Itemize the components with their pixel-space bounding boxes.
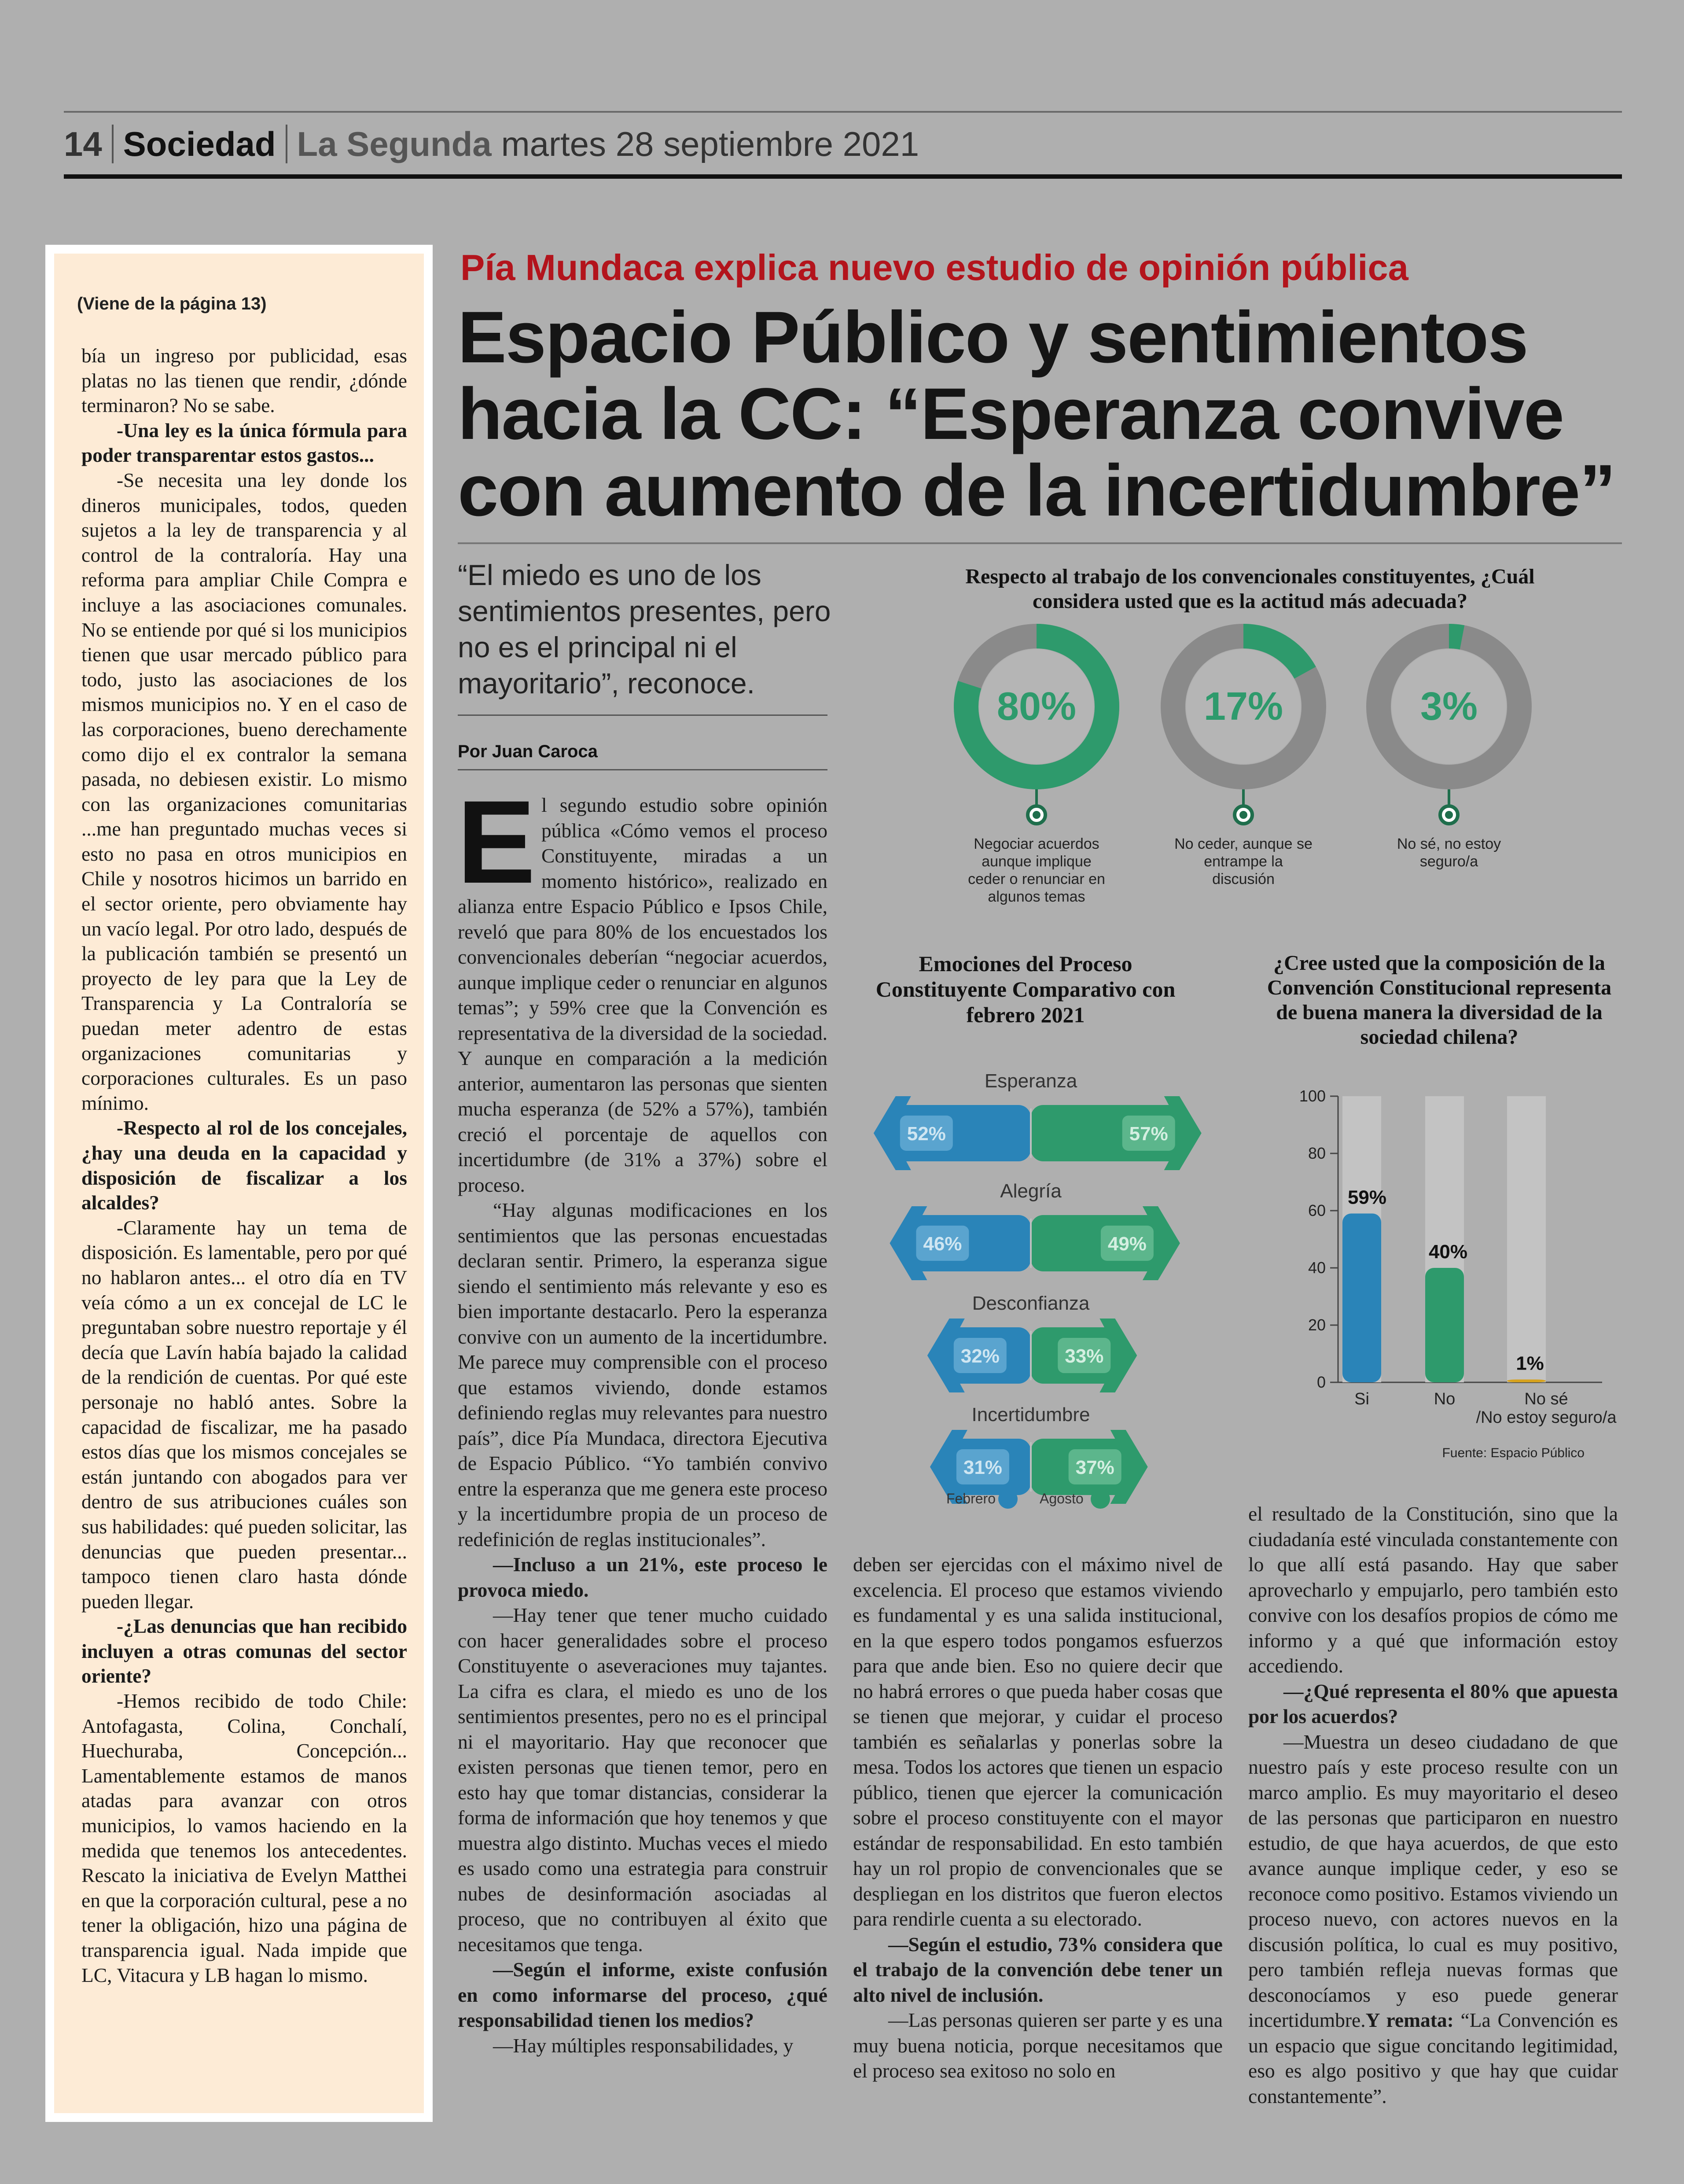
chart-source: Fuente: Espacio Público — [1442, 1446, 1585, 1460]
y-tick-label: 40 — [1308, 1259, 1326, 1277]
paragraph-text: -Se necesita una ley donde los dineros municipales, todos, queden sujetos a la ley de transparencia y al control de la contraloría. Hay una reforma para ampliar Chile Compra e incluye a las asociaciones comunales. No se entiende por qué si los municipios tienen que usar mercado público para todo, justo las asociaciones de los mismos municipios no. Y en el caso de las corporaciones, bueno derechamente como dijo el ex contralor la semana pasada, no debiesen existir. Lo mismo con las organizaciones comunitarias ...me han preguntado muchas veces si esto no pasa en otros municipios en Chile y nosotros hicimos un barrido en el sector oriente, pero obviamente hay un vacío legal. Por otro lado, después de la publicación también se presentó un proyecto de ley para que la Ley de Transparencia y La Contraloría se puedan meter adentro de estas organizaciones comunitarias y corporaciones culturales. Es un paso mínimo. — [81, 468, 407, 1114]
article-paragraph — [458, 2033, 827, 2059]
byline-rule — [458, 769, 827, 770]
donut-caption-line: seguro/a — [1419, 853, 1478, 870]
emotion-febrero-value: 52% — [907, 1123, 946, 1145]
paragraph-text: -Una ley es la única fórmula para poder transparentar estos gastos... — [81, 419, 407, 467]
continued-from-label: (Viene de la página 13) — [77, 294, 267, 313]
paragraph-text: -¿Las denuncias que han recibido incluyen a otras comunas del sector oriente? — [81, 1615, 407, 1687]
header-separator — [286, 125, 287, 163]
deck-rule — [458, 714, 827, 716]
headline: Espacio Público y sentimientos hacia la CC: “Esperanza convive con aumento de la incertidumbre” — [458, 297, 1615, 531]
interview-question — [853, 1932, 1223, 2008]
paragraph-text: bía un ingreso por publicidad, esas platas no las tienen que rendir, ¿dónde terminaron? No se sabe. — [81, 344, 407, 417]
y-tick-label: 80 — [1308, 1144, 1326, 1162]
paragraph-text: —Según el estudio, 73% considera que el trabajo de la convención debe tener un alto nivel de inclusión. — [853, 1933, 1223, 2006]
paragraph-text: —Según el informe, existe confusión en como informarse del proceso, ¿qué responsabilidad tienen los medios? — [458, 1958, 827, 2031]
article-paragraph — [853, 2007, 1223, 2084]
donut-caption-line: entrampe la — [1204, 853, 1283, 870]
paragraph-text: —Las personas quieren ser parte y es una muy buena noticia, porque necesitamos que el proceso sea exitoso no solo en — [853, 2009, 1223, 2082]
paragraph-text: —Hay tener que tener mucho cuidado con hacer generalidades sobre el proceso Constituyente o aseveraciones muy tajantes. La cifra es clara, el miedo es uno de los sentimientos presentes, pero no es el principal ni el mayoritario. Hay que reconocer que existen personas que tienen temor, pero en esto hay que tomar distancias, considerar la forma de información que hoy tenemos y que muestra algo distinto. Muchas veces el miedo es usado como una estrategia para construir nubes de desinformación asociadas al proceso, que no contribuyen al éxito que necesitamos que tenga. — [458, 1604, 827, 1956]
byline: Por Juan Caroca — [458, 742, 598, 761]
page-header — [64, 115, 919, 173]
emotion-febrero-value: 46% — [923, 1233, 962, 1255]
emotion-category-label: Incertidumbre — [971, 1404, 1090, 1425]
article-paragraph — [1248, 1501, 1618, 1679]
y-tick-label: 0 — [1316, 1373, 1326, 1391]
donut-pointer-dot-center — [1033, 811, 1041, 819]
x-category-line: Si — [1354, 1390, 1369, 1408]
chart-composition — [1285, 1074, 1620, 1470]
paragraph-text: “Hay algunas modificaciones en los sentimientos que las personas encuestadas declaran sentir. Primero, la esperanza sigue siendo el sentimiento más relevante y eso es bien importante destacarlo. Pero la esperanza convive con un aumento de la incertidumbre. Me parece muy comprensible con el proceso que estamos viviendo, donde estamos definiendo reglas muy relevantes para nuestro país”, dice Pía Mundaca, directora Ejecutiva de Espacio Público. “Yo también convivo entre la esperanza que me genera este proceso y la incertidumbre propia de un proceso de redefinición de reglas institucionales”. — [458, 1199, 827, 1551]
article-lead-paragraph: l segundo estudio sobre opinión pública «Cómo vemos el proceso Constituyente, miradas a un momento histórico», realizado en — [541, 794, 827, 892]
paragraph-text: deben ser ejercidas con el máximo nivel de excelencia. El proceso que estamos viviendo es fundamental y es una salida institucional, en la que espero todos pongamos esfuerzos para que ande bien. Eso no quiere decir que no habrá errores o que pueda haber cosas que se tienen que mejorar, y cuidar el proceso también es señalarlas y ponerlas sobre la mesa. Todos los actores que tienen un espacio público, tienen que ejercer la comunicación sobre el proceso constituyente con el mayor estándar de responsabilidad. En esto también hay un rol propio de convencionales que se despliegan en los distritos que fueron electos para rendirle cuenta a su electorado. — [853, 1553, 1223, 1930]
paragraph-text: —Muestra un deseo ciudadano de que nuestro país y este proceso resulte con un marco amplio. Es muy mayoritario el deseo de las personas que participaron en nuestro estudio, de que haya acuerdos, de que esto avance aunque implique ceder, y eso se reconoce como positivo. Estamos viviendo un proceso nuevo, con actores nuevos en la discusión política, lo cual es muy positivo, pero también refleja nuevas formas que desconocíamos y eso puede generar incertidumbre. — [1248, 1730, 1618, 2031]
emotion-category-label: Esperanza — [984, 1070, 1077, 1092]
bar — [1342, 1214, 1381, 1383]
section-name: Sociedad — [123, 124, 276, 163]
kicker: Pía Mundaca explica nuevo estudio de opinión pública — [460, 247, 1408, 288]
donut-percent-label: 3% — [1420, 685, 1478, 729]
article-paragraph — [458, 1602, 827, 1957]
paragraph-text: —¿Qué representa el 80% que apuesta por los acuerdos? — [1248, 1679, 1618, 1727]
bar-value-label: 1% — [1516, 1352, 1544, 1374]
interview-question — [458, 1957, 827, 2033]
donut-caption-line: No ceder, aunque se — [1174, 836, 1313, 852]
article-column-1-lead — [541, 792, 827, 894]
chart-attitude-donuts — [924, 616, 1576, 924]
drop-cap: E — [457, 776, 536, 908]
legend-agosto-swatch — [1091, 1489, 1110, 1509]
donut-pointer-dot-center — [1239, 811, 1247, 819]
article-paragraph — [853, 1552, 1223, 1932]
chart-attitude-title: Respecto al trabajo de los convencionales constituyentes, ¿Cuál considera usted que es la actitud más adecuada? — [965, 565, 1535, 613]
emotion-category-label: Desconfianza — [972, 1293, 1090, 1314]
bar-value-label: 40% — [1428, 1241, 1468, 1263]
header-separator — [112, 125, 114, 163]
chart-composition-title: ¿Cree usted que la composición de la Convención Constitucional representa de buena manera la diversidad de la sociedad chilena? — [1267, 951, 1612, 1049]
x-category-label — [1434, 1390, 1456, 1408]
paragraph-text: -Respecto al rol de los concejales, ¿hay una deuda en la capacidad y disposición de fiscalizar a los alcaldes? — [81, 1116, 407, 1214]
emotion-category-label: Alegría — [1000, 1180, 1062, 1202]
y-tick-label: 60 — [1308, 1201, 1326, 1219]
interview-question — [1248, 1679, 1618, 1729]
sidebar-text — [81, 343, 407, 1988]
sidebar-panel — [54, 254, 424, 2113]
donut-caption-line: aunque implique — [982, 853, 1092, 870]
donut-caption-line: ceder o renunciar en — [968, 871, 1105, 888]
article-paragraph — [81, 1215, 407, 1614]
paragraph-text: -Claramente hay un tema de disposición. Es lamentable, pero por qué no hablaron antes... el otro día en TV veía cómo a un ex concejal de LC le preguntaban sobre nuestro reportaje y él decía que Lavín había bajado la calidad de la rendición de cuentas. Por qué este personaje no habló antes. Sobre la capacidad de fiscalizar, me ha pasado estos días que los mismos concejales se están juntando con abogados para ver dentro de sus atribuciones cuáles son sus habilidades: qué pueden solicitar, las denuncias que pueden presentar... tampoco tienen claro hasta dónde pueden llegar. — [81, 1216, 407, 1613]
donut-caption-line: discusión — [1212, 871, 1275, 888]
page-number: 14 — [64, 124, 102, 163]
interview-question — [81, 418, 407, 468]
article-paragraph — [458, 894, 827, 1197]
legend-febrero-swatch — [998, 1489, 1018, 1509]
legend-agosto-label: Agosto — [1040, 1491, 1084, 1506]
donut-caption-line: Negociar acuerdos — [974, 836, 1099, 852]
article-paragraph — [458, 1197, 827, 1552]
x-category-label — [1476, 1390, 1617, 1427]
emotion-agosto-value: 37% — [1075, 1457, 1114, 1478]
donut-caption — [1397, 836, 1501, 870]
y-tick-label: 100 — [1299, 1087, 1326, 1105]
chart-emotions — [814, 1043, 1272, 1514]
emotion-agosto-value: 33% — [1065, 1345, 1104, 1367]
y-tick-label: 20 — [1308, 1316, 1326, 1334]
donut-percent-label: 17% — [1203, 685, 1283, 729]
x-category-line: No sé — [1524, 1390, 1568, 1408]
article-paragraph — [81, 343, 407, 418]
interview-question — [81, 1116, 407, 1215]
article-paragraph — [81, 1689, 407, 1988]
sidebar-continuation — [45, 245, 433, 2122]
interview-question — [81, 1614, 407, 1689]
chart-emotions-title: Emociones del Proceso Constituyente Comparativo con febrero 2021 — [875, 951, 1176, 1027]
paragraph-text: alianza entre Espacio Público e Ipsos Chile, reveló que para 80% de los encuestados los convencionales deberían “negociar acuerdos, aunque implique ceder o renunciar en algunos temas”; y 59% cree que la Convención es representativa de la diversidad de la sociedad. Y aunque en comparación a la medición anterior, aumentaron las personas que sienten mucha esperanza (de 52% a 57%), también creció el porcentaje de aquellos con incertidumbre (de 31% a 37%) sobre el proceso. — [458, 895, 827, 1196]
deck-quote: “El miedo es uno de los sentimientos presentes, pero no es el principal ni el mayoritario”, reconoce. — [458, 559, 831, 700]
legend-febrero-label: Febrero — [946, 1491, 996, 1506]
tail-text: “La Convención es un espacio que sigue concitando legitimidad, eso es algo positivo y que hay que cuidar constantemente”. — [1248, 2009, 1618, 2107]
emotion-febrero-value: 31% — [963, 1457, 1002, 1478]
article-paragraph — [81, 468, 407, 1116]
emotion-febrero-value: 32% — [960, 1345, 1000, 1367]
newspaper-name: La Segunda — [297, 124, 492, 163]
paragraph-text: el resultado de la Constitución, sino que la ciudadanía esté vinculada constantemente con lo que allí está pasando. Hay que saber aprovecharlo y empujarlo, pero también esto convive con los desafíos propios de cómo me informo y a qué que información estoy accediendo. — [1248, 1503, 1618, 1677]
donut-caption — [1174, 836, 1313, 888]
article-column-3 — [1248, 1501, 1618, 2109]
donut-caption-line: algunos temas — [988, 888, 1085, 905]
x-category-line: No — [1434, 1390, 1456, 1408]
article-column-1 — [458, 894, 827, 2058]
interview-question — [458, 1552, 827, 1602]
publication-date: martes 28 septiembre 2021 — [501, 124, 919, 163]
paragraph-text: -Hemos recibido de todo Chile: Antofagasta, Colina, Conchalí, Huechuraba, Concepción... Lamentablemente estamos de manos atadas para avanzar con otros municipios, lo vamos haciendo en la medida que tenemos los antecedentes. Rescato la iniciativa de Evelyn Matthei en que la corporación cultural, pese a no tener la obligación, hizo una página de transparencia igual. Nada impide que LC, Vitacura y LB hagan lo mismo. — [81, 1690, 407, 1986]
tail-bold: Y remata: — [1365, 2009, 1454, 2031]
header-bottom-rule — [64, 174, 1622, 179]
donut-percent-label: 80% — [996, 685, 1077, 729]
bar — [1425, 1268, 1464, 1382]
x-category-label — [1354, 1390, 1369, 1408]
emotion-agosto-value: 57% — [1129, 1123, 1168, 1145]
headline-rule — [458, 542, 1622, 544]
x-category-line: /No estoy seguro/a — [1476, 1408, 1617, 1427]
bar-value-label: 59% — [1347, 1186, 1387, 1208]
emotion-agosto-value: 49% — [1107, 1233, 1147, 1255]
donut-caption — [968, 836, 1105, 905]
donut-pointer-dot-center — [1445, 811, 1453, 819]
header-top-rule — [64, 111, 1622, 113]
bar — [1507, 1380, 1546, 1383]
article-column-2 — [853, 1552, 1223, 2084]
donut-caption-line: No sé, no estoy — [1397, 836, 1501, 852]
paragraph-text: —Incluso a un 21%, este proceso le provoca miedo. — [458, 1553, 827, 1601]
bar-track — [1507, 1096, 1546, 1382]
article-paragraph — [1248, 1729, 1618, 2109]
paragraph-text: —Hay múltiples responsabilidades, y — [493, 2034, 794, 2057]
